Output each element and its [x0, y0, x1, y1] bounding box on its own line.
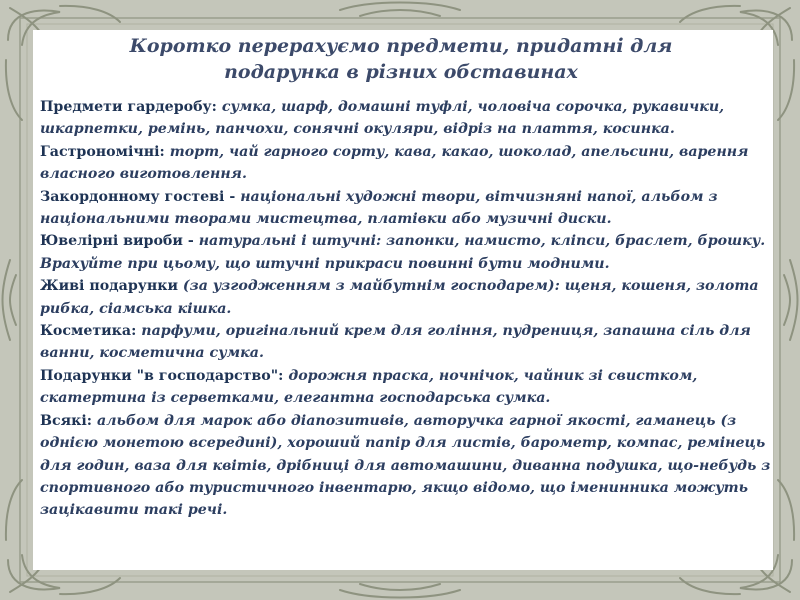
- list-item-miscellaneous: [40, 410, 780, 522]
- list-item-gastronomic: [40, 141, 780, 186]
- category-label: Гастрономічні:: [40, 143, 170, 160]
- title-line-1: Коротко перерахуємо предмети, придатні для: [129, 35, 673, 57]
- list-item-foreign-guest: [40, 186, 780, 231]
- category-label: Всякі:: [40, 412, 97, 429]
- category-label: Живі подарунки: [40, 278, 183, 295]
- category-items: національні художні твори, вітчизняні напої, альбом з національними творами мистецтва, платівки або музичні диски.: [40, 188, 718, 228]
- category-items: парфуми, оригінальний крем для гоління, пудрениця, запашна сіль для ванни, косметична сумка.: [40, 323, 751, 362]
- right-center-ornament: [784, 260, 798, 340]
- bottom-center-ornament: [340, 584, 460, 598]
- category-items: альбом для марок або діапозитивів, авторучка гарної якості, гаманець (з однією монетою всередині), хороший папір для листів, барометр, компас, ремінець для годин, ваза для квітів, дрібниці для автомашини, диванна подушка, що-небудь з спортивного або туристичного інвентарю, якщо відомо, що іменинника можуть зацікавити такі речі.: [40, 412, 771, 519]
- category-items: (за узгодженням з майбутнім господарем): щеня, кошеня, золота рибка, сіамська кішка.: [40, 278, 759, 317]
- category-items: сумка, шарф, домашні туфлі, чоловіча сорочка, рукавички, шкарпетки, ремінь, панчохи, сонячні окуляри, відріз на плаття, косинка.: [40, 99, 725, 138]
- category-label: Подарунки "в господарство":: [40, 367, 289, 384]
- slide-title: [40, 33, 762, 85]
- left-center-ornament: [3, 260, 17, 340]
- top-center-ornament: [340, 3, 460, 17]
- list-item-wardrobe: [40, 96, 780, 141]
- category-label: Ювелірні вироби -: [40, 233, 199, 250]
- category-items: натуральні і штучні: запонки, намисто, кліпси, браслет, брошку. Врахуйте при цьому, що штучні прикраси повинні бути модними.: [40, 233, 766, 272]
- category-label: Закордонному гостеві -: [40, 188, 241, 205]
- category-label: Предмети гардеробу:: [40, 99, 222, 115]
- category-label: Косметика:: [40, 323, 142, 340]
- gift-category-list: [40, 96, 780, 522]
- title-line-2: подарунка в різних обставинах: [224, 61, 578, 83]
- list-item-live-gifts: [40, 275, 780, 320]
- list-item-household: [40, 365, 780, 410]
- list-item-cosmetics: [40, 320, 780, 365]
- category-items: торт, чай гарного сорту, кава, какао, шоколад, апельсини, варення власного виготовлення.: [40, 143, 749, 183]
- list-item-jewelry: [40, 230, 780, 275]
- category-items: дорожня праска, ночнічок, чайник зі свистком, скатертина із серветками, елегантна господарська сумка.: [40, 367, 698, 407]
